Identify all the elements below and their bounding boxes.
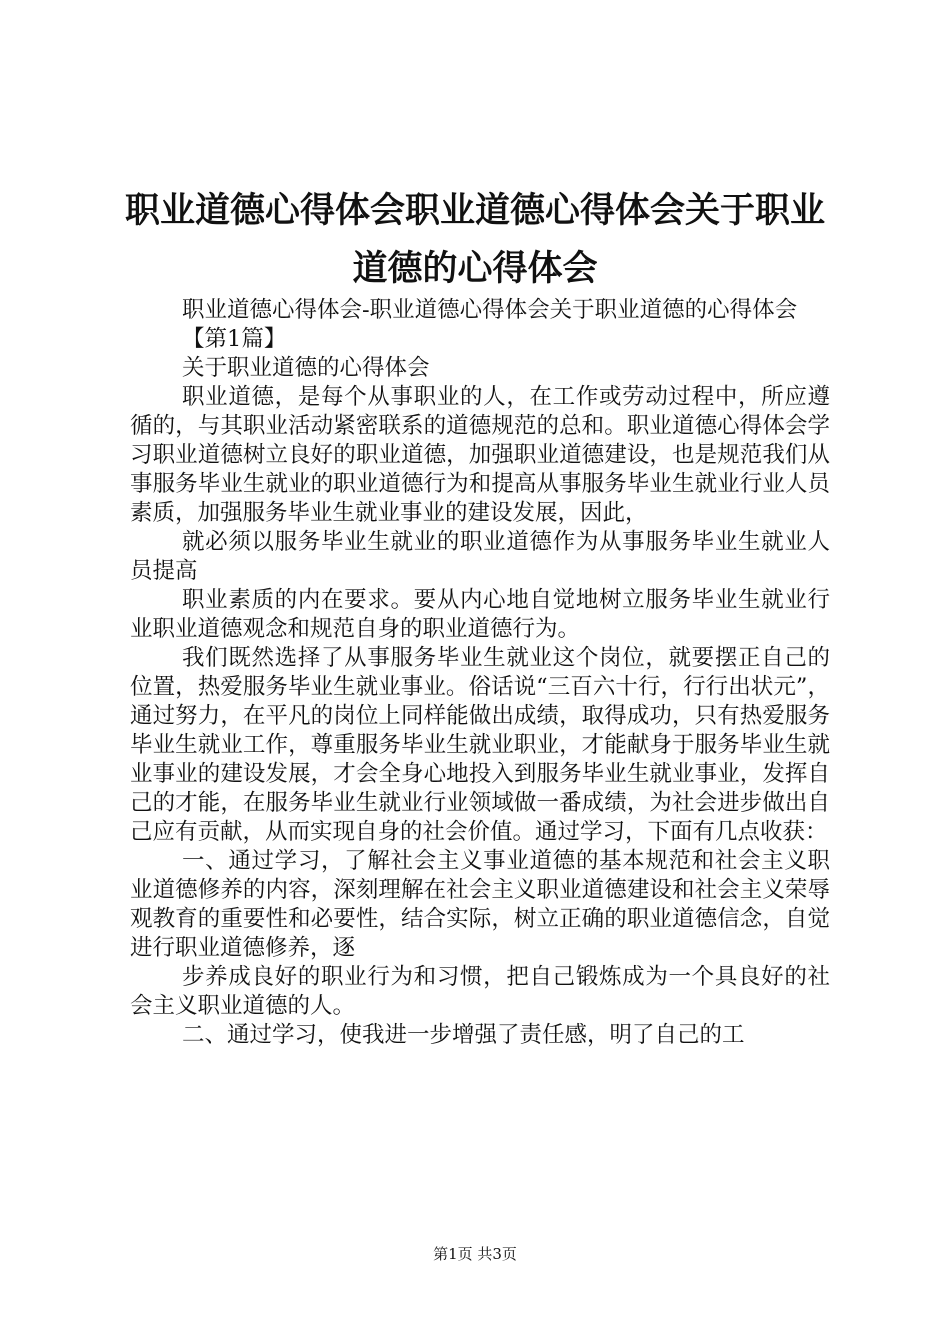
paragraph-quality: 职业素质的内在要求。要从内心地自觉地树立服务毕业生就业行业职业道德观念和规范自身的职业道德行为。 <box>130 587 830 642</box>
paragraph-heading: 关于职业道德的心得体会 <box>182 355 430 381</box>
document-title: 职业道德心得体会职业道德心得体会关于职业道德的心得体会 <box>124 191 825 289</box>
page-footer: 第1页 共3页 <box>433 1245 517 1263</box>
paragraph-subtitle: 职业道德心得体会-职业道德心得体会关于职业道德的心得体会 <box>182 297 798 323</box>
paragraph-requirement: 就必须以服务毕业生就业的职业道德作为从事服务毕业生就业人员提高 <box>130 529 830 584</box>
paragraph-point-one-continued: 步养成良好的职业行为和习惯，把自己锻炼成为一个具良好的社会主义职业道德的人。 <box>130 964 830 1019</box>
paragraph-definition: 职业道德，是每个从事职业的人，在工作或劳动过程中，所应遵循的，与其职业活动紧密联系的道德规范的总和。职业道德心得体会学习职业道德树立良好的职业道德，加强职业道德建设，也是规范我们从事服务毕业生就业的职业道德行为和提高从事服务毕业生就业行业人员素质，加强服务毕业生就业事业的建设发展，因此， <box>130 384 830 526</box>
paragraph-section-marker: 【第1篇】 <box>182 326 287 352</box>
paragraph-point-two: 二、通过学习，使我进一步增强了责任感，明了自己的工 <box>182 1022 745 1048</box>
document-body <box>130 296 830 1050</box>
paragraph-career: 我们既然选择了从事服务毕业生就业这个岗位，就要摆正自己的位置，热爱服务毕业生就业事业。俗话说“三百六十行，行行出状元”，通过努力，在平凡的岗位上同样能做出成绩，取得成功，只有热爱服务毕业生就业工作，尊重服务毕业生就业职业，才能献身于服务毕业生就业事业的建设发展，才会全身心地投入到服务毕业生就业事业，发挥自己的才能，在服务毕业生就业行业领域做一番成绩，为社会进步做出自己应有贡献，从而实现自身的社会价值。通过学习，下面有几点收获： <box>130 645 830 845</box>
paragraph-point-one: 一、通过学习，了解社会主义事业道德的基本规范和社会主义职业道德修养的内容，深刻理解在社会主义职业道德建设和社会主义荣辱观教育的重要性和必要性，结合实际，树立正确的职业道德信念，自觉进行职业道德修养，逐 <box>130 848 830 961</box>
